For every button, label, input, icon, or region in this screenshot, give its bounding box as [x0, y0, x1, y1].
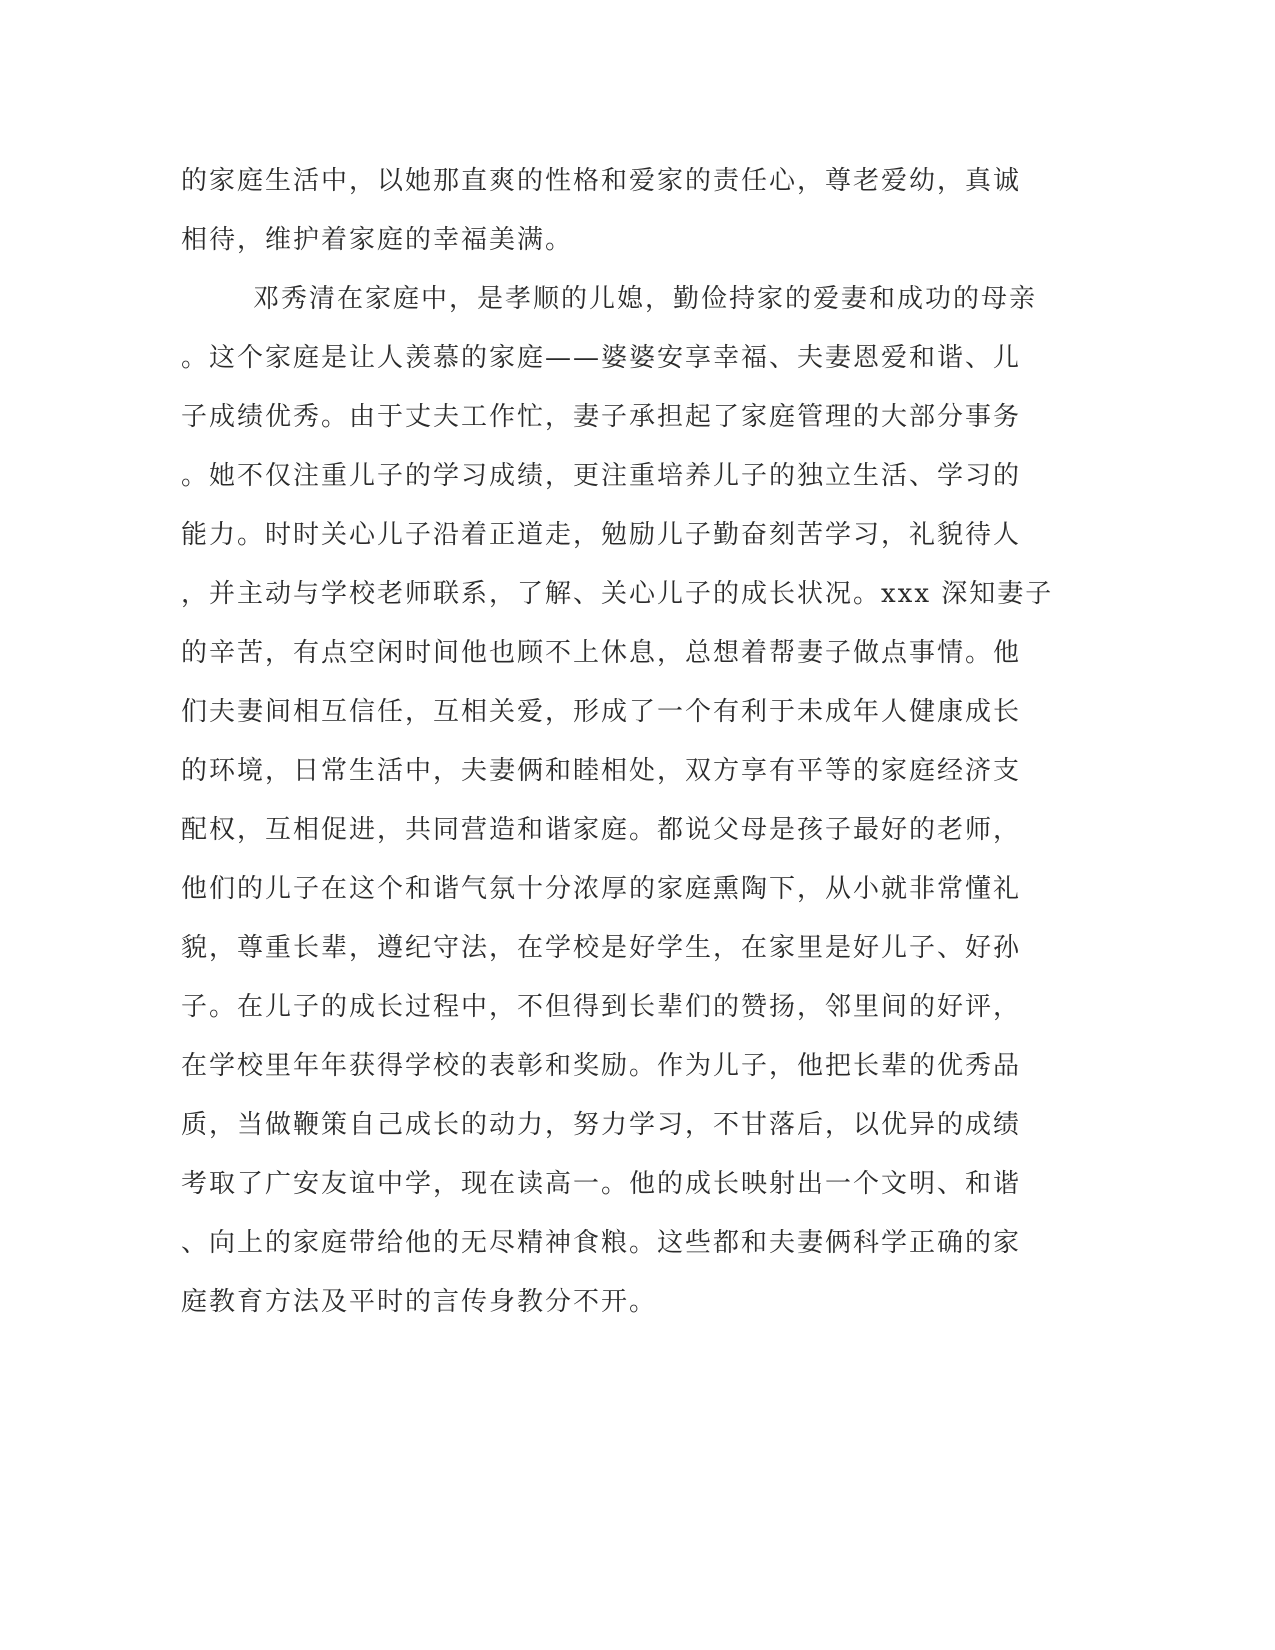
text-line: 配权，互相促进，共同营造和谐家庭。都说父母是孩子最好的老师， — [181, 815, 1022, 845]
paragraph-start-line: 邓秀清在家庭中，是孝顺的儿媳，勤俭持家的爱妻和成功的母亲 — [253, 284, 1038, 314]
text-line: 庭教育方法及平时的言传身教分不开。 — [181, 1287, 658, 1317]
body-text — [181, 152, 1061, 1332]
text-line: 相待，维护着家庭的幸福美满。 — [181, 225, 574, 255]
text-line: 能力。时时关心儿子沿着正道走，勉励儿子勤奋刻苦学习，礼貌待人 — [181, 520, 1022, 550]
text-line: 的家庭生活中，以她那直爽的性格和爱家的责任心，尊老爱幼，真诚 — [181, 166, 1022, 196]
text-line: ，并主动与学校老师联系，了解、关心儿子的成长状况。xxx 深知妻子 — [181, 579, 1054, 609]
text-line: 、向上的家庭带给他的无尽精神食粮。这些都和夫妻俩科学正确的家 — [181, 1228, 1022, 1258]
text-line: 质，当做鞭策自己成长的动力，努力学习，不甘落后，以优异的成绩 — [181, 1110, 1022, 1140]
text-line: 他们的儿子在这个和谐气氛十分浓厚的家庭熏陶下，从小就非常懂礼 — [181, 874, 1022, 904]
text-line: 子。在儿子的成长过程中，不但得到长辈们的赞扬，邻里间的好评， — [181, 992, 1022, 1022]
text-line: 貌，尊重长辈，遵纪守法，在学校是好学生，在家里是好儿子、好孙 — [181, 933, 1022, 963]
text-line: 。这个家庭是让人羡慕的家庭——婆婆安享幸福、夫妻恩爱和谐、儿 — [181, 343, 1022, 373]
text-line: 的辛苦，有点空闲时间他也顾不上休息，总想着帮妻子做点事情。他 — [181, 638, 1022, 668]
text-line: 。她不仅注重儿子的学习成绩，更注重培养儿子的独立生活、学习的 — [181, 461, 1022, 491]
text-line: 们夫妻间相互信任，互相关爱，形成了一个有利于未成年人健康成长 — [181, 697, 1022, 727]
text-line: 在学校里年年获得学校的表彰和奖励。作为儿子，他把长辈的优秀品 — [181, 1051, 1022, 1081]
text-line: 子成绩优秀。由于丈夫工作忙，妻子承担起了家庭管理的大部分事务 — [181, 402, 1022, 432]
text-line: 考取了广安友谊中学，现在读高一。他的成长映射出一个文明、和谐 — [181, 1169, 1022, 1199]
text-line: 的环境，日常生活中，夫妻俩和睦相处，双方享有平等的家庭经济支 — [181, 756, 1022, 786]
